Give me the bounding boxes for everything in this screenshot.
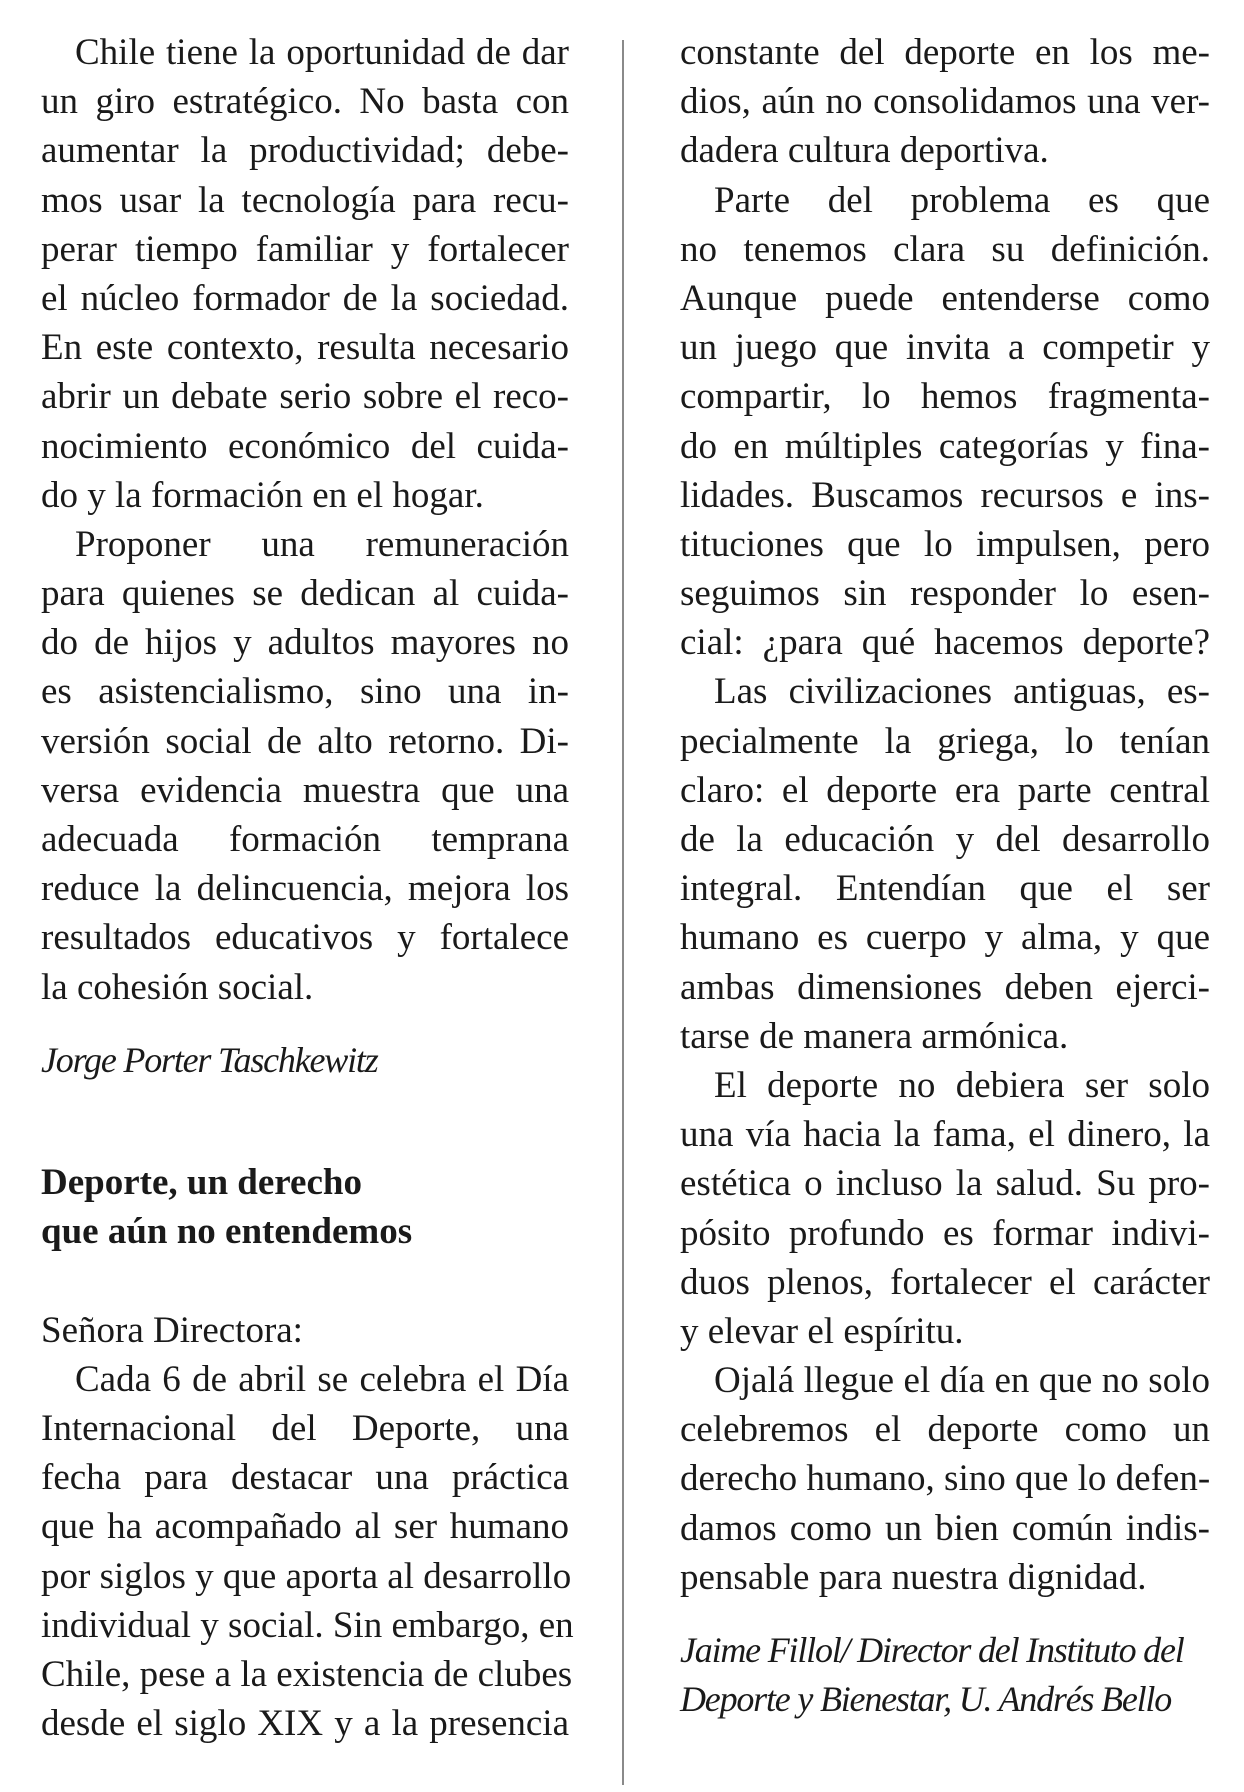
text-line: ambas dimensiones deben ejerci- bbox=[680, 966, 1210, 1008]
right-column bbox=[680, 28, 1210, 1724]
text-line: Cada 6 de abril se celebra el Día bbox=[75, 1358, 569, 1400]
text-line: es asistencialismo, sino una in- bbox=[41, 671, 569, 713]
text-line: dios, aún no consolidamos una ver- bbox=[680, 81, 1210, 123]
text-line: El deporte no debiera ser solo bbox=[714, 1064, 1210, 1106]
text-line: claro: el deporte era parte central bbox=[680, 769, 1210, 811]
text-line: fecha para destacar una práctica bbox=[41, 1457, 569, 1499]
text-line: una vía hacia la fama, el dinero, la bbox=[680, 1114, 1210, 1156]
text-line: celebremos el deporte como un bbox=[680, 1409, 1210, 1451]
text-line: perar tiempo familiar y fortalecer bbox=[41, 228, 569, 270]
headline-line: que aún no entendemos bbox=[41, 1211, 413, 1253]
column-divider bbox=[622, 40, 624, 1785]
text-line: Las civilizaciones antiguas, es- bbox=[714, 671, 1210, 713]
text-line: duos plenos, fortalecer el carácter bbox=[680, 1261, 1210, 1303]
paragraph-fillol-2 bbox=[680, 176, 1210, 668]
text-line: damos como un bien común indis- bbox=[680, 1507, 1210, 1549]
signature-line: Jaime Fillol/ Director del Instituto del bbox=[680, 1630, 1184, 1670]
text-line: resultados educativos y fortalece bbox=[41, 917, 569, 959]
text-line: seguimos sin responder lo esen- bbox=[680, 573, 1210, 615]
text-line: abrir un debate serio sobre el reco- bbox=[41, 376, 569, 418]
text-line: pecialmente la griega, lo tenían bbox=[680, 720, 1210, 762]
paragraph-fillol-5 bbox=[680, 1356, 1210, 1602]
text-line: Internacional del Deporte, una bbox=[41, 1408, 569, 1450]
paragraph-fillol-4 bbox=[680, 1061, 1210, 1356]
letter-headline bbox=[41, 1158, 569, 1256]
text-line: do y la formación en el hogar. bbox=[41, 474, 484, 516]
text-line: compartir, lo hemos fragmenta- bbox=[680, 376, 1210, 418]
paragraph-fillol-1-continued bbox=[680, 28, 1210, 176]
text-line: Proponer una remuneración bbox=[75, 523, 569, 565]
text-line: un juego que invita a competir y bbox=[680, 327, 1210, 369]
text-line: versión social de alto retorno. Di- bbox=[41, 720, 569, 762]
text-line: Ojalá llegue el día en que no solo bbox=[714, 1360, 1210, 1402]
text-line: individual y social. Sin embargo, en bbox=[41, 1604, 574, 1646]
text-line: derecho humano, sino que lo defen- bbox=[680, 1458, 1211, 1500]
signature-fillol bbox=[680, 1626, 1210, 1724]
text-line: tituciones que lo impulsen, pero bbox=[680, 523, 1210, 565]
signature-line: Deporte y Bienestar, U. Andrés Bello bbox=[680, 1679, 1172, 1720]
text-line: do de hijos y adultos mayores no bbox=[41, 622, 569, 664]
text-line: y elevar el espíritu. bbox=[680, 1310, 964, 1352]
text-line: Chile, pese a la existencia de clubes bbox=[41, 1654, 573, 1695]
signature-porter: Jorge Porter Taschkewitz bbox=[41, 1039, 378, 1080]
paragraph-fillol-1 bbox=[41, 1355, 574, 1749]
text-line: integral. Entendían que el ser bbox=[680, 868, 1210, 910]
text-line: pósito profundo es formar indivi- bbox=[680, 1212, 1210, 1254]
text-line: no tenemos clara su definición. bbox=[680, 228, 1210, 270]
text-line: Parte del problema es que bbox=[714, 179, 1210, 221]
text-line: constante del deporte en los me- bbox=[680, 32, 1210, 73]
text-line: reduce la delincuencia, mejora los bbox=[41, 868, 569, 910]
text-line: para quienes se dedican al cuida- bbox=[41, 573, 569, 615]
text-line: lidades. Buscamos recursos e ins- bbox=[680, 474, 1210, 516]
text-line: mos usar la tecnología para recu- bbox=[41, 179, 569, 221]
text-line: En este contexto, resulta necesario bbox=[41, 327, 569, 369]
salutation: Señora Directora: bbox=[41, 1309, 303, 1351]
text-line: que ha acompañado al ser humano bbox=[41, 1506, 569, 1548]
text-line: Aunque puede entenderse como bbox=[680, 277, 1210, 319]
text-line: tarse de manera armónica. bbox=[680, 1015, 1069, 1057]
text-line: por siglos y que aporta al desarrollo bbox=[41, 1555, 572, 1597]
text-line: versa evidencia muestra que una bbox=[41, 769, 569, 811]
text-line: la cohesión social. bbox=[41, 966, 314, 1008]
text-line: un giro estratégico. No basta con bbox=[41, 81, 569, 123]
paragraph-fillol-3 bbox=[680, 667, 1210, 1061]
text-line: nocimiento económico del cuida- bbox=[41, 425, 569, 467]
text-line: Chile tiene la oportunidad de dar bbox=[75, 32, 569, 73]
text-line: do en múltiples categorías y fina- bbox=[680, 425, 1210, 467]
text-line: humano es cuerpo y alma, y que bbox=[680, 917, 1210, 959]
text-line: de la educación y del desarrollo bbox=[680, 819, 1210, 860]
text-line: cial: ¿para qué hacemos deporte? bbox=[680, 622, 1210, 664]
paragraph-porter-2 bbox=[41, 520, 569, 1012]
text-line: estética o incluso la salud. Su pro- bbox=[680, 1163, 1210, 1205]
headline-line: Deporte, un derecho bbox=[41, 1162, 362, 1204]
text-line: pensable para nuestra dignidad. bbox=[680, 1556, 1147, 1598]
paragraph-porter-1 bbox=[41, 28, 569, 520]
text-line: aumentar la productividad; debe- bbox=[41, 130, 569, 172]
text-line: adecuada formación temprana bbox=[41, 819, 569, 860]
text-line: el núcleo formador de la sociedad. bbox=[41, 277, 569, 319]
text-line: dadera cultura deportiva. bbox=[680, 130, 1049, 172]
left-column bbox=[41, 28, 574, 1748]
text-line: desde el siglo XIX y a la presencia bbox=[41, 1703, 569, 1745]
